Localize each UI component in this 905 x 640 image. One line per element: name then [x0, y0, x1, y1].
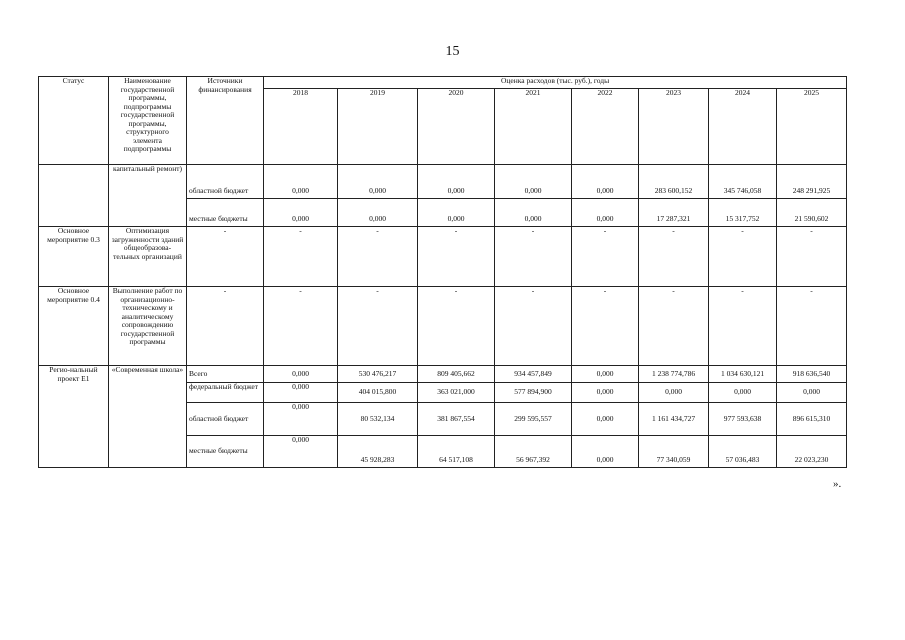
value-cell: 0,000 [264, 199, 338, 227]
value-cell: 577 894,900 [495, 383, 572, 403]
value-cell: 1 238 774,786 [639, 366, 709, 383]
status-cell: Основное мероприятие 0.3 [39, 227, 109, 287]
header-status: Статус [39, 77, 109, 165]
value-cell: 77 340,059 [639, 436, 709, 468]
value-cell: 345 746,058 [709, 165, 777, 199]
value-cell: 404 015,800 [338, 383, 418, 403]
status-cell [39, 165, 109, 227]
value-cell: 0,000 [639, 383, 709, 403]
table-row [39, 165, 847, 199]
value-cell: 0,000 [495, 165, 572, 199]
value-cell: - [777, 287, 847, 366]
value-cell: - [495, 287, 572, 366]
header-year: 2025 [777, 89, 847, 165]
value-cell: 0,000 [264, 436, 338, 468]
element-name: капитальный ремонт) [109, 165, 187, 227]
source-label: - [187, 227, 264, 287]
value-cell: - [639, 227, 709, 287]
value-cell: - [418, 287, 495, 366]
value-cell: 1 034 630,121 [709, 366, 777, 383]
value-cell: 0,000 [495, 199, 572, 227]
table-row [39, 366, 847, 383]
value-cell: - [338, 287, 418, 366]
page-number: 15 [445, 44, 460, 59]
value-cell: 934 457,849 [495, 366, 572, 383]
value-cell: 248 291,925 [777, 165, 847, 199]
value-cell: 0,000 [572, 383, 639, 403]
source-label: - [187, 287, 264, 366]
value-cell: - [418, 227, 495, 287]
value-cell: - [264, 287, 338, 366]
value-cell: - [639, 287, 709, 366]
header-year: 2019 [338, 89, 418, 165]
value-cell: 0,000 [572, 436, 639, 468]
header-year: 2020 [418, 89, 495, 165]
value-cell: - [264, 227, 338, 287]
value-cell: 21 590,602 [777, 199, 847, 227]
value-cell: 363 021,000 [418, 383, 495, 403]
value-cell: 17 287,321 [639, 199, 709, 227]
header-name: Наименование государственной программы, подпрограммы государственной программы, структурного элемента подпрограммы [109, 77, 187, 165]
table-row [39, 287, 847, 366]
source-label: местные бюджеты [187, 436, 264, 468]
element-name: «Современная школа» [109, 366, 187, 468]
element-name: Оптимизация загруженности зданий общеобразова-тельных организаций [109, 227, 187, 287]
value-cell: 0,000 [338, 165, 418, 199]
source-label: областной бюджет [187, 403, 264, 436]
value-cell: 977 593,638 [709, 403, 777, 436]
source-label: Всего [187, 366, 264, 383]
value-cell: 896 615,310 [777, 403, 847, 436]
header-estimate: Оценка расходов (тыс. руб.), годы [264, 77, 847, 89]
value-cell: - [572, 287, 639, 366]
value-cell: - [709, 227, 777, 287]
value-cell: 1 161 434,727 [639, 403, 709, 436]
table-row [39, 227, 847, 287]
value-cell: 0,000 [418, 199, 495, 227]
header-year: 2023 [639, 89, 709, 165]
value-cell: 0,000 [264, 403, 338, 436]
closing-quote-mark: ». [833, 478, 842, 490]
value-cell: 0,000 [777, 383, 847, 403]
value-cell: 809 405,662 [418, 366, 495, 383]
source-label: местные бюджеты [187, 199, 264, 227]
budget-table [38, 76, 847, 468]
header-year: 2021 [495, 89, 572, 165]
value-cell: - [777, 227, 847, 287]
header-year: 2022 [572, 89, 639, 165]
header-year: 2018 [264, 89, 338, 165]
value-cell: - [572, 227, 639, 287]
value-cell: 0,000 [264, 165, 338, 199]
value-cell: 64 517,108 [418, 436, 495, 468]
value-cell: 0,000 [572, 366, 639, 383]
value-cell: 45 928,283 [338, 436, 418, 468]
value-cell: 530 476,217 [338, 366, 418, 383]
value-cell: 0,000 [264, 366, 338, 383]
value-cell: - [495, 227, 572, 287]
value-cell: 0,000 [264, 383, 338, 403]
value-cell: 299 595,557 [495, 403, 572, 436]
value-cell: 57 036,483 [709, 436, 777, 468]
value-cell: 0,000 [418, 165, 495, 199]
header-year: 2024 [709, 89, 777, 165]
value-cell: 22 023,230 [777, 436, 847, 468]
value-cell: 0,000 [709, 383, 777, 403]
value-cell: 15 317,752 [709, 199, 777, 227]
value-cell: 0,000 [572, 165, 639, 199]
value-cell: 0,000 [572, 403, 639, 436]
status-cell: Регио-нальный проект Е1 [39, 366, 109, 468]
status-cell: Основное мероприятие 0.4 [39, 287, 109, 366]
value-cell: 381 867,554 [418, 403, 495, 436]
source-label: областной бюджет [187, 165, 264, 199]
header-source: Источники финансирования [187, 77, 264, 165]
value-cell: 56 967,392 [495, 436, 572, 468]
value-cell: - [338, 227, 418, 287]
value-cell: 283 600,152 [639, 165, 709, 199]
value-cell: 918 636,540 [777, 366, 847, 383]
value-cell: 0,000 [572, 199, 639, 227]
source-label: федеральный бюджет [187, 383, 264, 403]
value-cell: 80 532,134 [338, 403, 418, 436]
value-cell: - [709, 287, 777, 366]
value-cell: 0,000 [338, 199, 418, 227]
element-name: Выполнение работ по организационно-техническому и аналитическому сопровождению государственной программы [109, 287, 187, 366]
